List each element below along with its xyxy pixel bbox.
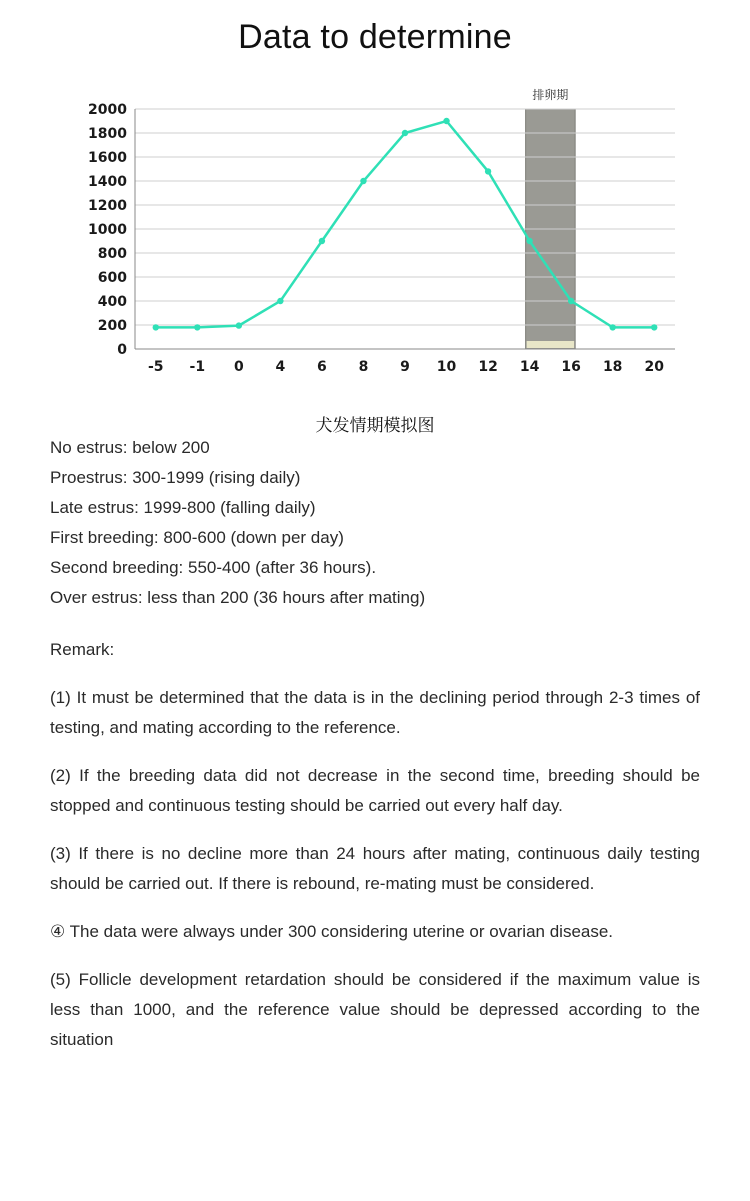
svg-text:-1: -1 [189, 359, 206, 375]
svg-text:0: 0 [233, 359, 244, 375]
ovulation-label: 排卵期 [532, 88, 569, 102]
note-line: No estrus: below 200 [50, 438, 210, 457]
svg-text:20: 20 [644, 359, 664, 375]
svg-text:8: 8 [358, 359, 369, 375]
ovulation-band-base [527, 341, 575, 348]
svg-text:0: 0 [117, 342, 127, 358]
svg-text:800: 800 [97, 246, 127, 262]
data-point [277, 298, 283, 304]
remark-item: (3) If there is no decline more than 24 hours after mating, continuous daily testing should be carried out. If there is rebound, re-mating must be considered. [50, 844, 700, 893]
svg-text:14: 14 [519, 359, 540, 375]
note-line: Late estrus: 1999-800 (falling daily) [50, 498, 316, 517]
data-point [568, 298, 574, 304]
remark-item: (5) Follicle development retardation should be considered if the maximum value is less than 1000, and the reference value should be depressed according to the situation [50, 970, 700, 1049]
page-title: Data to determine [238, 18, 512, 56]
note-line: Over estrus: less than 200 (36 hours after mating) [50, 588, 426, 607]
y-axis-labels [88, 102, 127, 358]
remark-label: Remark: [50, 640, 115, 659]
data-point [651, 324, 657, 330]
notes-section [50, 433, 700, 1055]
data-point [319, 238, 325, 244]
svg-text:12: 12 [478, 359, 498, 375]
chart-caption: 犬发情期模拟图 [315, 416, 435, 436]
svg-text:6: 6 [317, 359, 327, 375]
note-line: Second breeding: 550-400 (after 36 hours). [50, 558, 377, 577]
svg-text:1000: 1000 [88, 222, 127, 238]
remark-item: ④ The data were always under 300 considering uterine or ovarian disease. [50, 922, 614, 941]
estrus-chart [65, 79, 685, 436]
data-point [153, 324, 159, 330]
svg-text:10: 10 [436, 359, 457, 375]
svg-text:1200: 1200 [88, 198, 127, 214]
remark-item: (2) If the breeding data did not decrease in the second time, breeding should be stopped and continuous testing should be carried out every half day. [50, 766, 700, 815]
data-point [609, 324, 615, 330]
note-line: First breeding: 800-600 (down per day) [50, 528, 344, 547]
svg-text:4: 4 [275, 359, 286, 375]
remark-item: (1) It must be determined that the data is in the declining period through 2-3 times of testing, and mating according to the reference. [50, 688, 700, 737]
svg-text:1600: 1600 [88, 150, 127, 166]
svg-text:18: 18 [602, 359, 623, 375]
svg-text:16: 16 [561, 359, 581, 375]
svg-text:200: 200 [97, 318, 127, 334]
data-point [526, 238, 532, 244]
data-point [360, 178, 366, 184]
data-point [402, 130, 408, 136]
x-axis-labels [148, 359, 664, 375]
data-point [443, 118, 449, 124]
chart-svg [65, 79, 685, 409]
svg-text:-5: -5 [147, 359, 164, 375]
svg-text:400: 400 [97, 294, 127, 310]
data-point [194, 324, 200, 330]
data-point [236, 322, 242, 328]
svg-text:9: 9 [400, 359, 410, 375]
svg-text:600: 600 [97, 270, 127, 286]
note-line: Proestrus: 300-1999 (rising daily) [50, 468, 301, 487]
svg-text:1400: 1400 [88, 174, 127, 190]
svg-text:2000: 2000 [88, 102, 127, 118]
data-point [485, 168, 491, 174]
svg-text:1800: 1800 [88, 126, 127, 142]
